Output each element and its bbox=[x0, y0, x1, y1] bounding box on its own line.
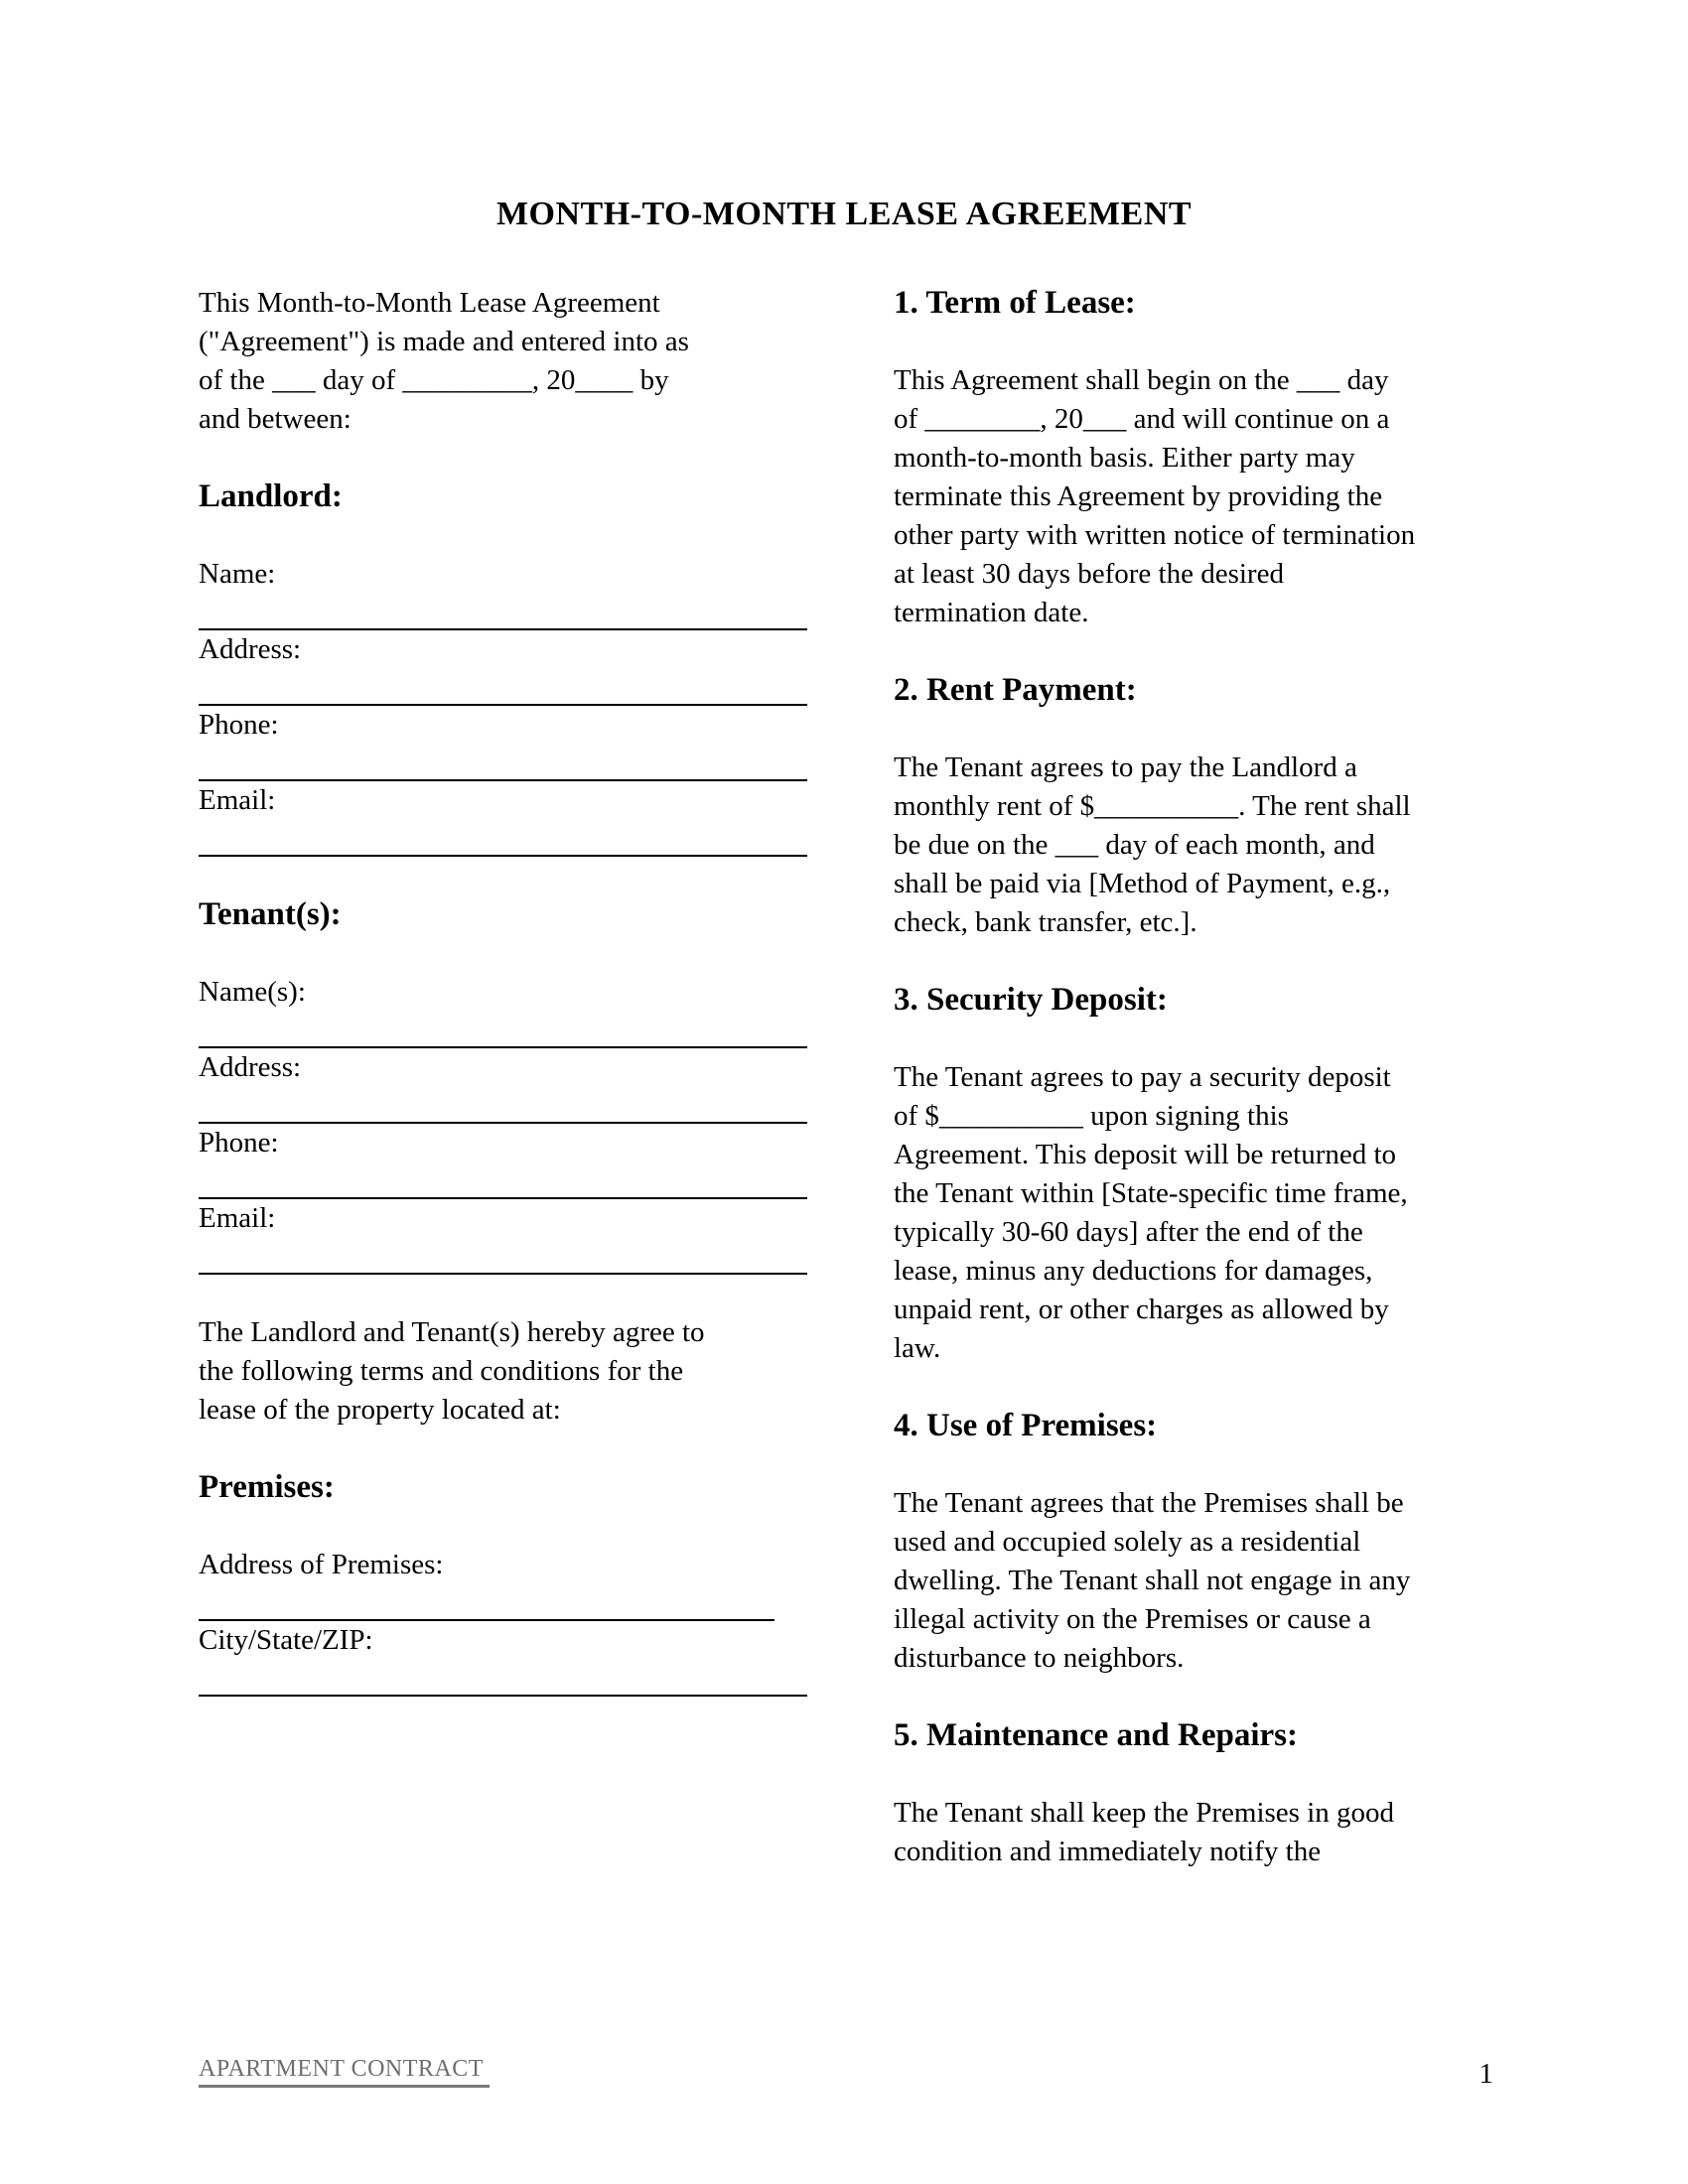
section-body: The Tenant agrees that the Premises shall be used and occupied solely as a residential dwelling. The Tenant shall not engage in any illegal activity on the Premises or cause a disturbance to neighbors. bbox=[894, 1487, 1411, 1674]
blank-line bbox=[199, 1087, 807, 1124]
premises-citystatezip-field bbox=[199, 1621, 807, 1697]
field-label: Email: bbox=[199, 1202, 276, 1234]
blank-line bbox=[199, 1012, 807, 1048]
section-security-deposit bbox=[894, 981, 1499, 1368]
blank-line bbox=[199, 1162, 807, 1199]
field-label: Name: bbox=[199, 558, 276, 590]
field-label: Phone: bbox=[199, 709, 279, 741]
landlord-email-field bbox=[199, 781, 807, 857]
field-label: Phone: bbox=[199, 1127, 279, 1159]
section-body: The Tenant agrees to pay a security deposit of $__________ upon signing this Agreement. This deposit will be returned to the Tenant within [State-specific time frame, typically 30-60 days] after the end of the lease, minus any deductions for damages, unpaid rent, or other charges as allowed by law. bbox=[894, 1061, 1408, 1364]
section-body: The Tenant agrees to pay the Landlord a monthly rent of $__________. The rent shall be due on the ___ day of each month, and shall be paid via [Method of Payment, e.g., check, bank transfer, etc.]. bbox=[894, 751, 1411, 938]
section-rent-payment bbox=[894, 671, 1499, 942]
field-label: Address: bbox=[199, 633, 302, 665]
page-number: 1 bbox=[1478, 2058, 1493, 2090]
agreement-paragraph: The Landlord and Tenant(s) hereby agree to the following terms and conditions for the lease of the property located at: bbox=[199, 1316, 705, 1426]
blank-line bbox=[199, 594, 807, 630]
right-column bbox=[894, 284, 1499, 1910]
blank-line bbox=[199, 820, 807, 857]
left-column bbox=[199, 284, 807, 1910]
section-maintenance-repairs bbox=[894, 1716, 1499, 1871]
landlord-fields bbox=[199, 555, 807, 857]
section-body: The Tenant shall keep the Premises in good condition and immediately notify the bbox=[894, 1797, 1395, 1867]
tenant-fields bbox=[199, 973, 807, 1275]
section-heading: 5. Maintenance and Repairs: bbox=[894, 1717, 1298, 1753]
document-title: MONTH-TO-MONTH LEASE AGREEMENT bbox=[495, 196, 1193, 232]
tenant-email-field bbox=[199, 1199, 807, 1275]
section-heading: 2. Rent Payment: bbox=[894, 672, 1137, 708]
landlord-name-field bbox=[199, 555, 807, 630]
section-term-of-lease bbox=[894, 284, 1499, 632]
section-heading: 1. Term of Lease: bbox=[894, 285, 1136, 321]
section-body: This Agreement shall begin on the ___ day of ________, 20___ and will continue on a month-to-month basis. Either party may terminate this Agreement by providing the other party with written notice of termination at least 30 days before the desired termination date. bbox=[894, 364, 1416, 628]
section-use-of-premises bbox=[894, 1407, 1499, 1678]
premises-address-field bbox=[199, 1546, 807, 1621]
footer-document-name: APARTMENT CONTRACT bbox=[199, 2055, 490, 2088]
premises-heading: Premises: bbox=[199, 1469, 335, 1505]
blank-line bbox=[199, 1238, 807, 1275]
field-label: Name(s): bbox=[199, 976, 306, 1008]
tenant-heading: Tenant(s): bbox=[199, 896, 342, 932]
section-heading: 3. Security Deposit: bbox=[894, 982, 1168, 1018]
section-heading: 4. Use of Premises: bbox=[894, 1408, 1158, 1443]
field-label: Address of Premises: bbox=[199, 1549, 444, 1580]
blank-line bbox=[199, 745, 807, 781]
blank-line bbox=[199, 669, 807, 706]
intro-paragraph: This Month-to-Month Lease Agreement ("Agreement") is made and entered into as of the ___ day of _________, 20____ by and between: bbox=[199, 287, 689, 435]
tenant-phone-field bbox=[199, 1124, 807, 1199]
field-label: Address: bbox=[199, 1051, 302, 1083]
content-columns bbox=[199, 284, 1499, 1910]
landlord-phone-field bbox=[199, 706, 807, 781]
field-label: Email: bbox=[199, 784, 276, 816]
blank-line bbox=[199, 1660, 807, 1697]
tenant-name-field bbox=[199, 973, 807, 1048]
landlord-heading: Landlord: bbox=[199, 478, 343, 514]
landlord-address-field bbox=[199, 630, 807, 706]
blank-line bbox=[199, 1584, 774, 1621]
premises-fields bbox=[199, 1546, 807, 1697]
field-label: City/State/ZIP: bbox=[199, 1624, 373, 1656]
tenant-address-field bbox=[199, 1048, 807, 1124]
